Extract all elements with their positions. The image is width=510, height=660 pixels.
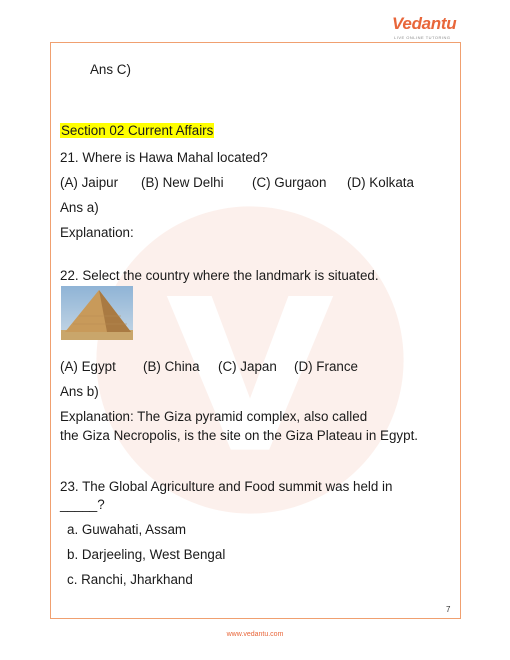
section-title-text: Section 02 Current Affairs xyxy=(61,123,214,138)
previous-answer: Ans C) xyxy=(90,62,131,77)
q22-option-d: (D) France xyxy=(294,359,358,374)
question-23-line-1: 23. The Global Agriculture and Food summit was held in xyxy=(60,479,393,494)
logo-tagline: LIVE ONLINE TUTORING xyxy=(394,35,451,40)
section-title xyxy=(60,123,214,139)
page-number: 7 xyxy=(446,605,451,614)
q22-explanation-line-2: the Giza Necropolis, is the site on the Giza Plateau in Egypt. xyxy=(60,428,419,443)
q23-option-c: c. Ranchi, Jharkhand xyxy=(67,572,193,587)
q21-option-d: (D) Kolkata xyxy=(347,175,414,190)
q21-option-b: (B) New Delhi xyxy=(141,175,224,190)
q21-answer: Ans a) xyxy=(60,200,99,215)
q21-explanation: Explanation: xyxy=(60,225,134,240)
q22-answer: Ans b) xyxy=(60,384,99,399)
q22-option-c: (C) Japan xyxy=(218,359,277,374)
q22-option-a: (A) Egypt xyxy=(60,359,116,374)
q23-option-a: a. Guwahati, Assam xyxy=(67,522,187,537)
pyramid-image xyxy=(61,286,133,340)
q22-option-b: (B) China xyxy=(143,359,200,374)
question-21: 21. Where is Hawa Mahal located? xyxy=(60,150,268,165)
question-22: 22. Select the country where the landmark is situated. xyxy=(60,268,379,283)
question-23-line-2: _____? xyxy=(60,497,105,512)
q21-option-c: (C) Gurgaon xyxy=(252,175,327,190)
logo-wordmark: Vedantu xyxy=(392,14,457,33)
q21-option-a: (A) Jaipur xyxy=(60,175,119,190)
q23-option-b: b. Darjeeling, West Bengal xyxy=(67,547,226,562)
footer-url[interactable]: www.vedantu.com xyxy=(226,631,284,638)
q22-explanation-line-1: Explanation: The Giza pyramid complex, also called xyxy=(60,409,368,424)
vedantu-logo xyxy=(392,14,462,44)
